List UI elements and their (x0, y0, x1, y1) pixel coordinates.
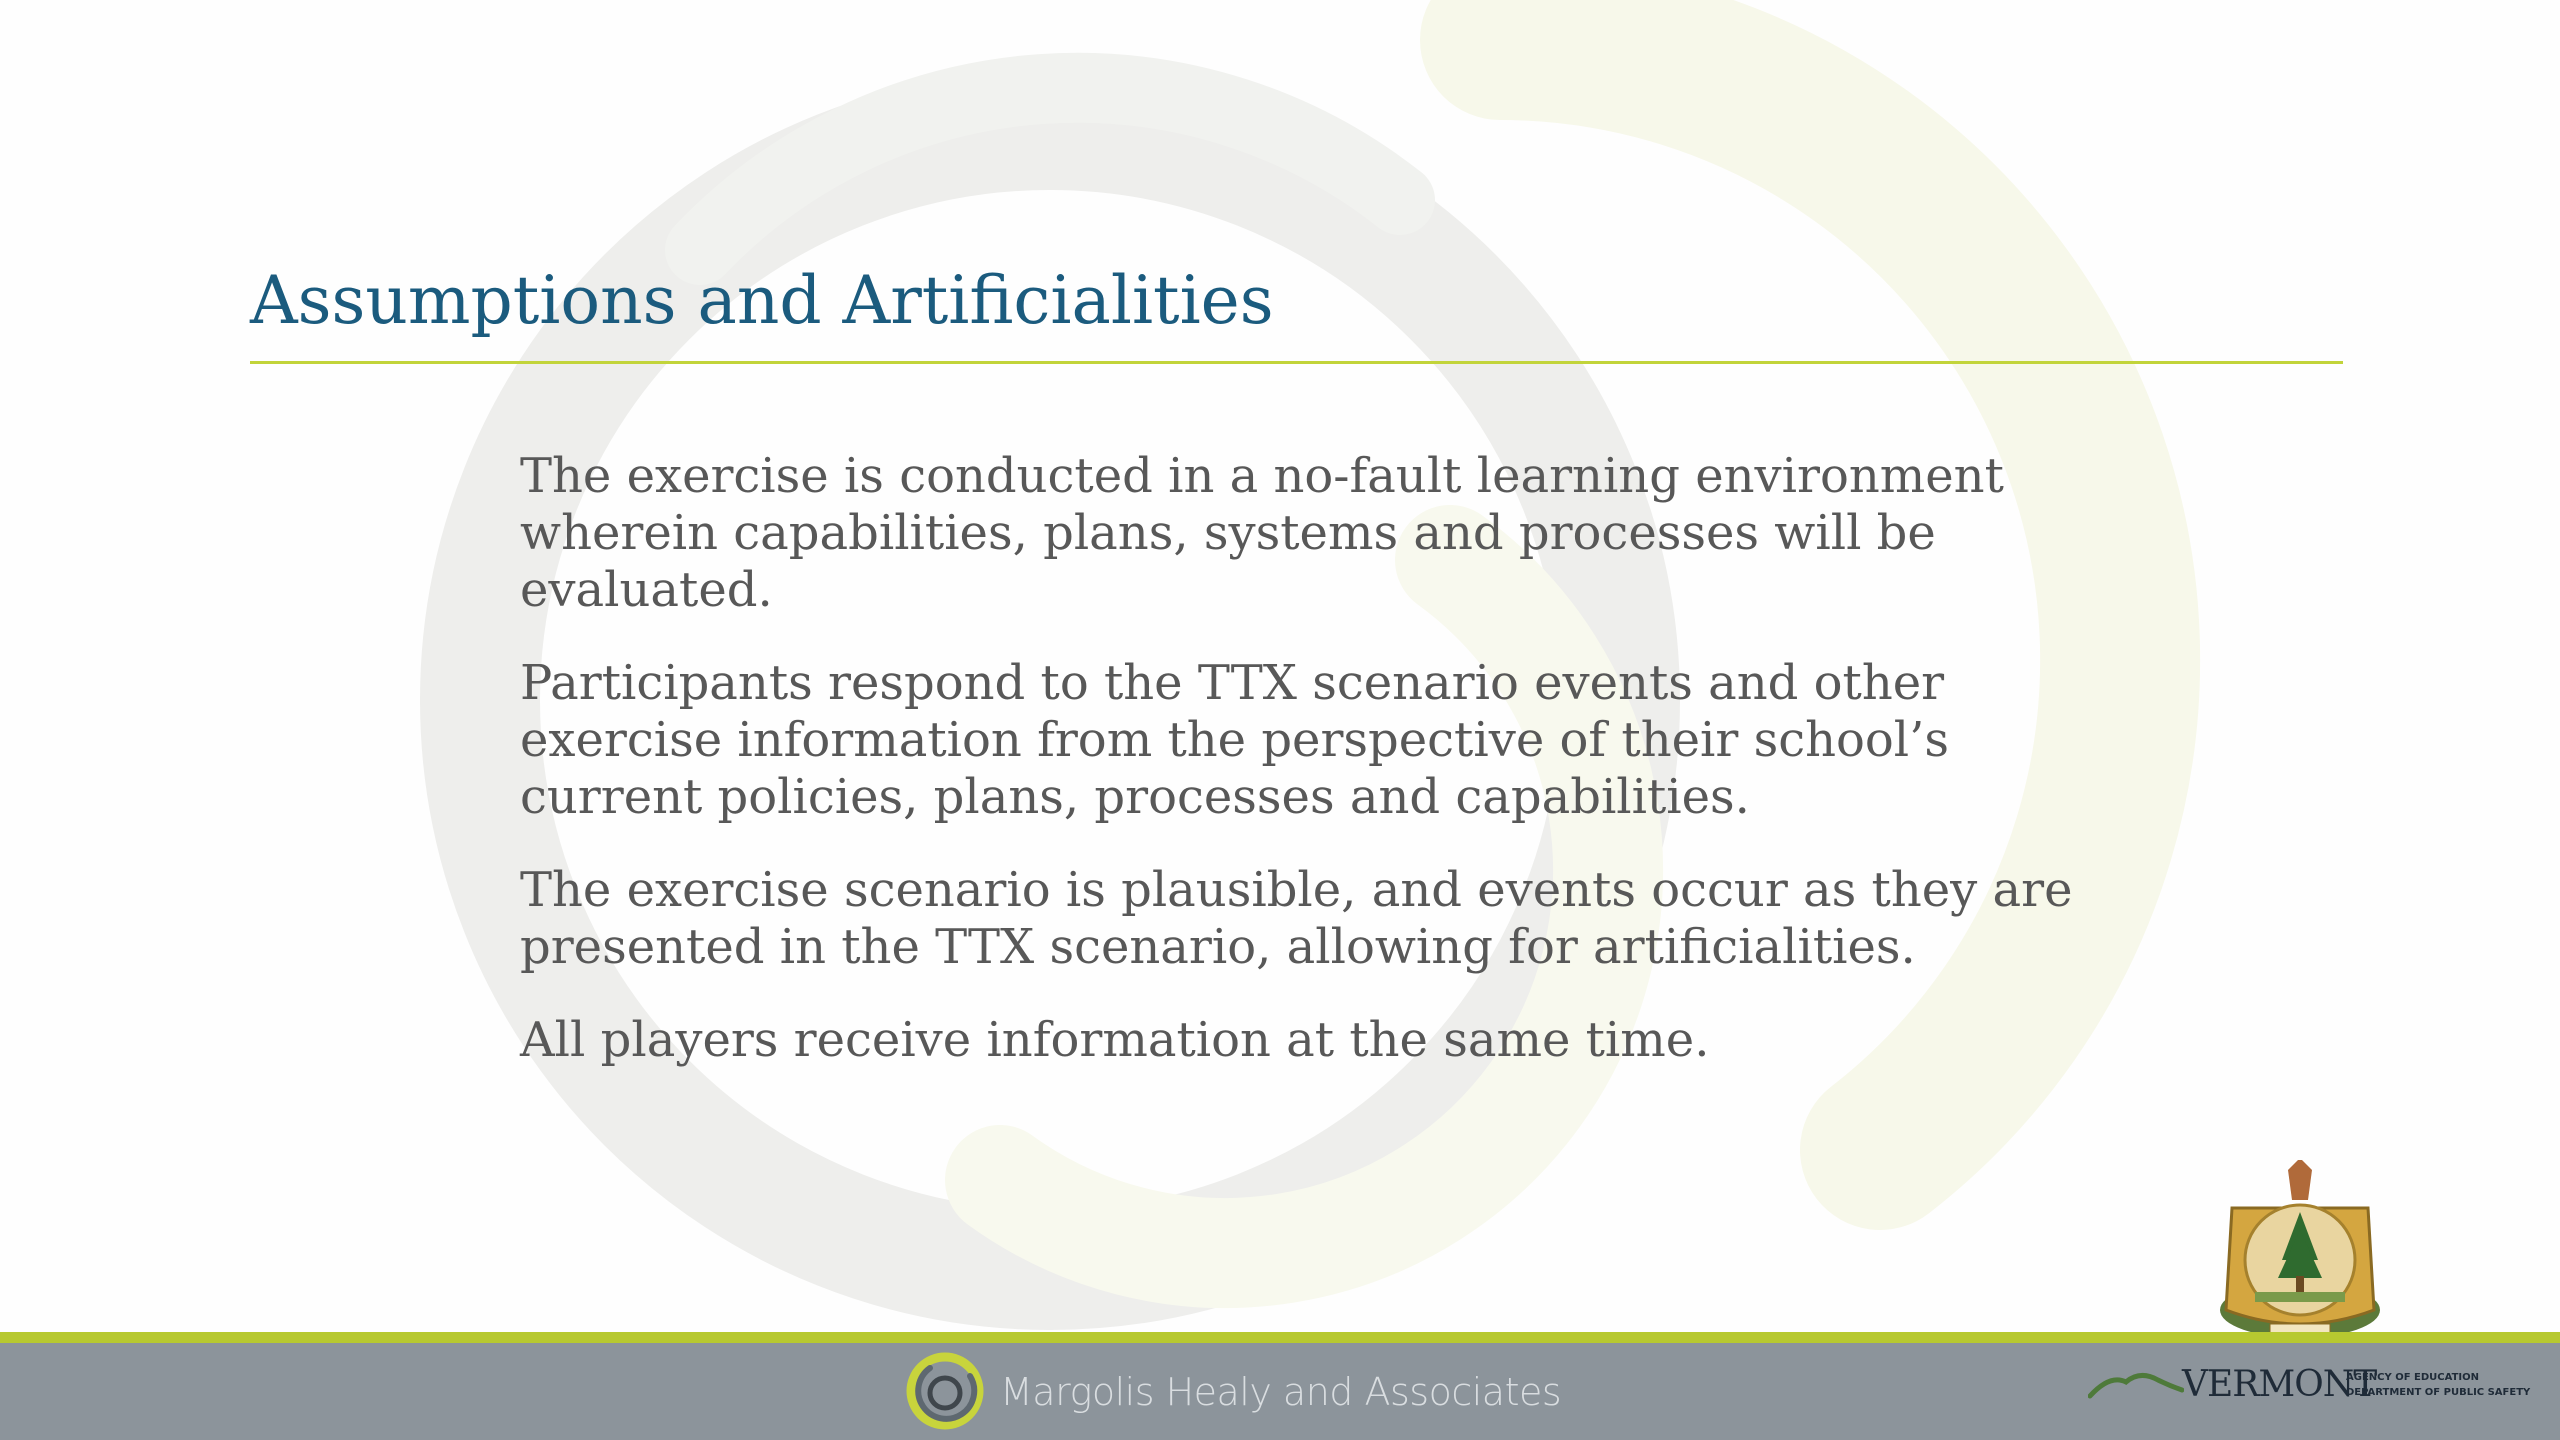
bullet-item: The exercise is conducted in a no-fault learning environment wherein capabilities, plans, systems and processes will be evaluated. (520, 448, 2004, 618)
state-wordmark: VERMONT (2182, 1364, 2377, 1405)
mountain-icon (2088, 1366, 2184, 1402)
title-divider (250, 361, 2343, 364)
vermont-seal-icon (2210, 1160, 2390, 1350)
slide-title: Assumptions and Artificialities (250, 262, 1274, 339)
agency-public-safety: DEPARTMENT OF PUBLIC SAFETY (2346, 1387, 2531, 1398)
bullet-item: All players receive information at the same time. (520, 1012, 1710, 1068)
bullet-item: The exercise scenario is plausible, and events occur as they are presented in the TTX scenario, allowing for artificialities. (520, 862, 2073, 975)
agency-names (2346, 1370, 2530, 1400)
organization-name: Margolis Healy and Associates (1000, 1370, 1562, 1414)
bullet-list (520, 448, 2120, 1105)
agency-education: AGENCY OF EDUCATION (2346, 1372, 2479, 1383)
swirl-logo-icon (900, 1346, 990, 1436)
footer-accent-bar (0, 1332, 2560, 1343)
bullet-item: Participants respond to the TTX scenario events and other exercise information from the perspective of their school’s current policies, plans, processes and capabilities. (520, 655, 1950, 825)
